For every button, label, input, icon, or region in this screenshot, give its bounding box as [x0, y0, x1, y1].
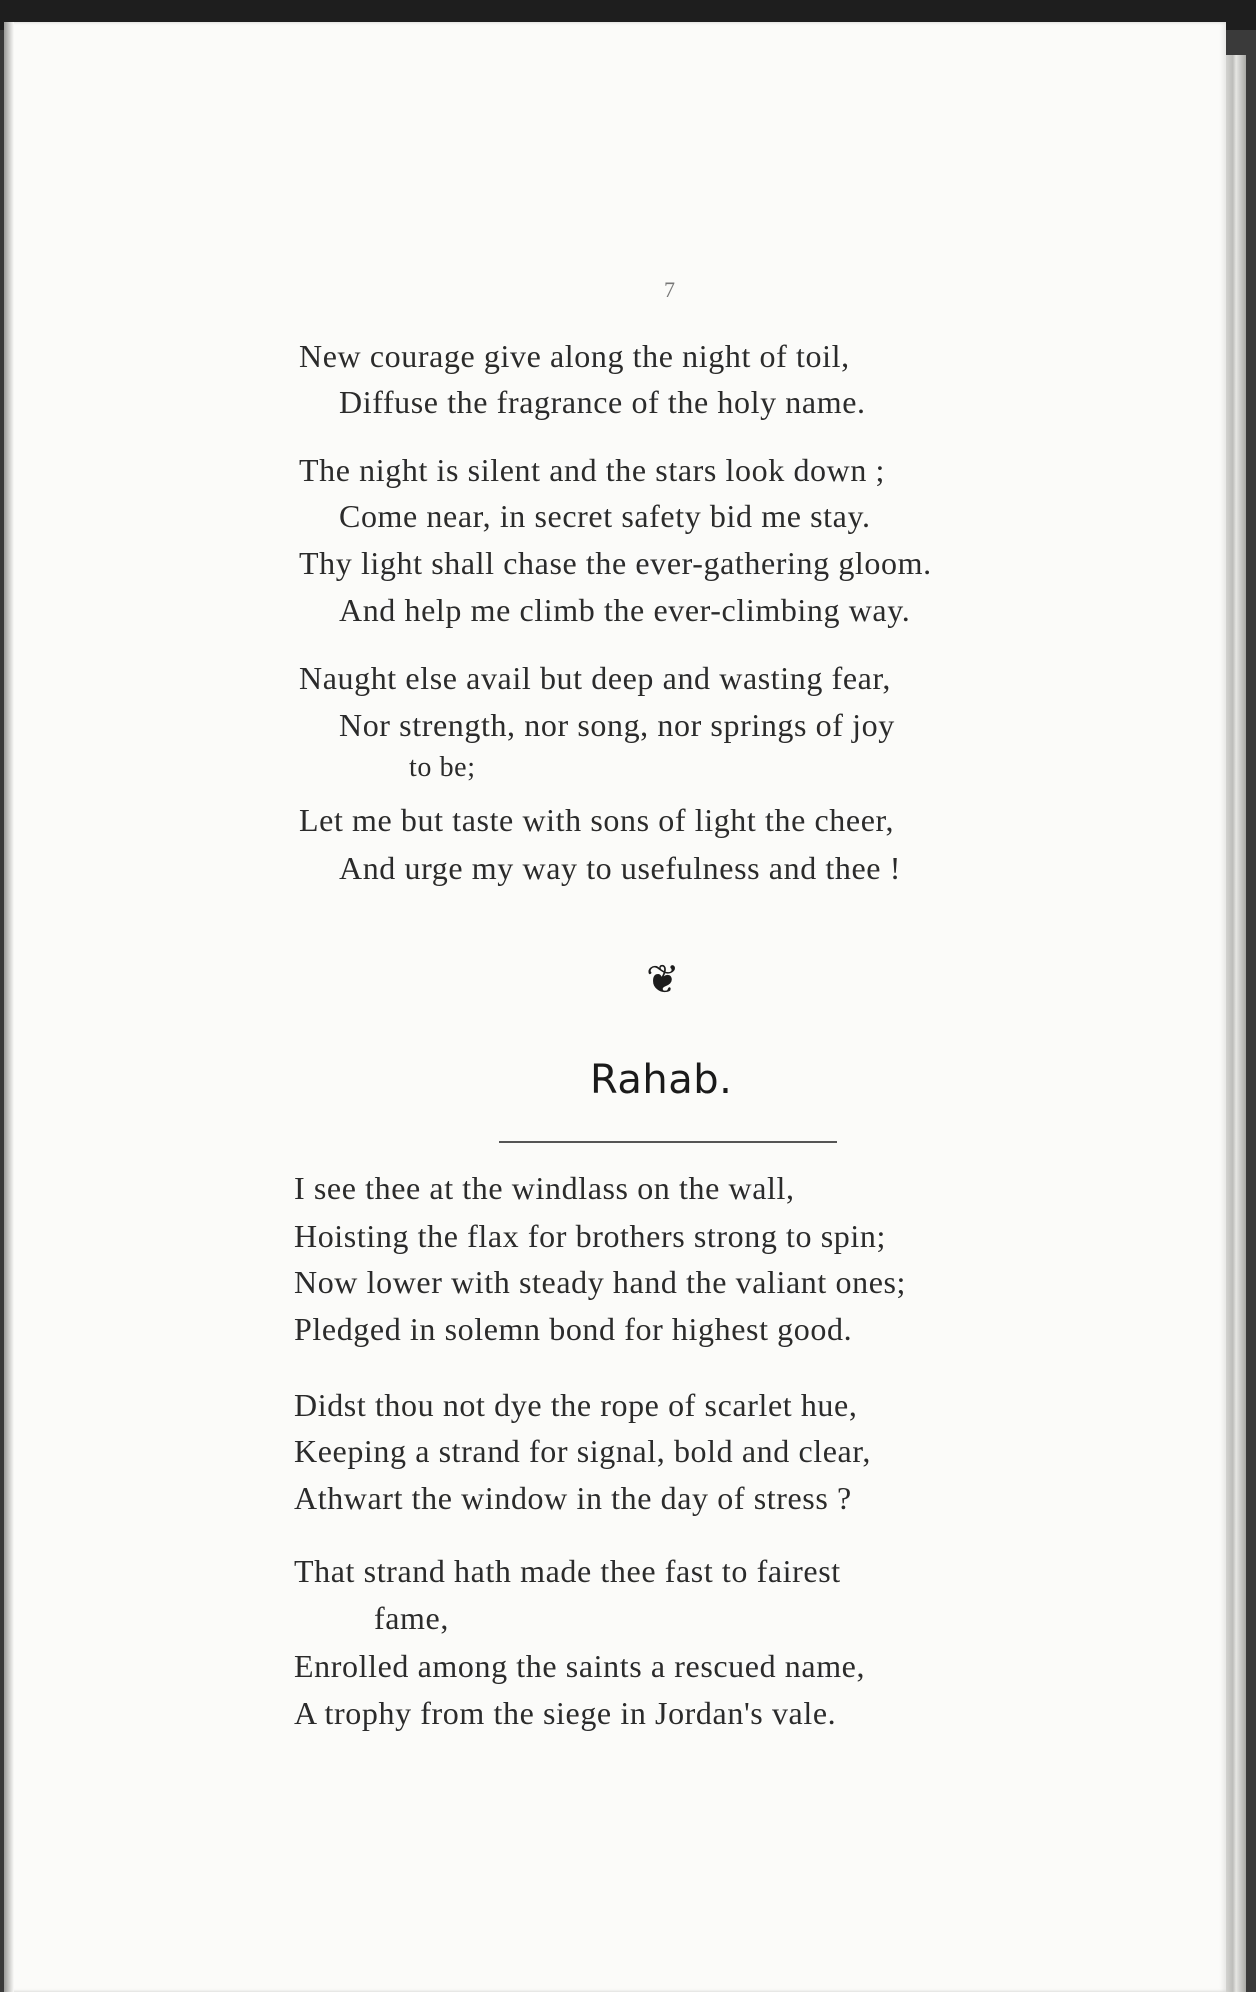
- poem-line: Let me but taste with sons of light the cheer,: [299, 802, 895, 838]
- binding-shadow: [4, 22, 14, 1992]
- poem-line: Now lower with steady hand the valiant ones;: [294, 1264, 907, 1300]
- page-number: 7: [664, 277, 675, 302]
- poem-line: to be;: [409, 752, 476, 783]
- poem-line: Diffuse the fragrance of the holy name.: [339, 384, 866, 420]
- poem-line: Naught else avail but deep and wasting fear,: [299, 660, 892, 696]
- poem-line: Nor strength, nor song, nor springs of joy: [339, 707, 895, 743]
- poem-line: Enrolled among the saints a rescued name,: [294, 1648, 866, 1684]
- poem-line: That strand hath made thee fast to fairest: [294, 1553, 841, 1589]
- poem-line: And help me climb the ever-climbing way.: [339, 592, 911, 628]
- poem-line: The night is silent and the stars look down ;: [299, 452, 886, 488]
- poem-line: Pledged in solemn bond for highest good.: [294, 1311, 853, 1347]
- title-rule: [499, 1141, 837, 1143]
- poem-line: And urge my way to usefulness and thee !: [339, 850, 901, 886]
- poem-line: Keeping a strand for signal, bold and clear,: [294, 1433, 871, 1469]
- book-page: [4, 22, 1226, 1992]
- poem-line: Athwart the window in the day of stress ?: [294, 1480, 852, 1516]
- poem-line: A trophy from the siege in Jordan's vale.: [294, 1695, 837, 1731]
- poem-line: Hoisting the flax for brothers strong to spin;: [294, 1218, 886, 1254]
- poem-line: Come near, in secret safety bid me stay.: [339, 498, 871, 534]
- page-stack-edge: [1224, 55, 1246, 1992]
- poem-line: I see thee at the windlass on the wall,: [294, 1170, 795, 1206]
- poem-line: New courage give along the night of toil,: [299, 338, 850, 374]
- poem-line: Thy light shall chase the ever-gathering gloom.: [299, 545, 932, 581]
- fleuron-ornament-icon: ❦: [646, 957, 680, 1003]
- poem-title: Rahab.: [590, 1057, 733, 1103]
- poem-line: Didst thou not dye the rope of scarlet hue,: [294, 1387, 858, 1423]
- poem-line: fame,: [374, 1600, 449, 1636]
